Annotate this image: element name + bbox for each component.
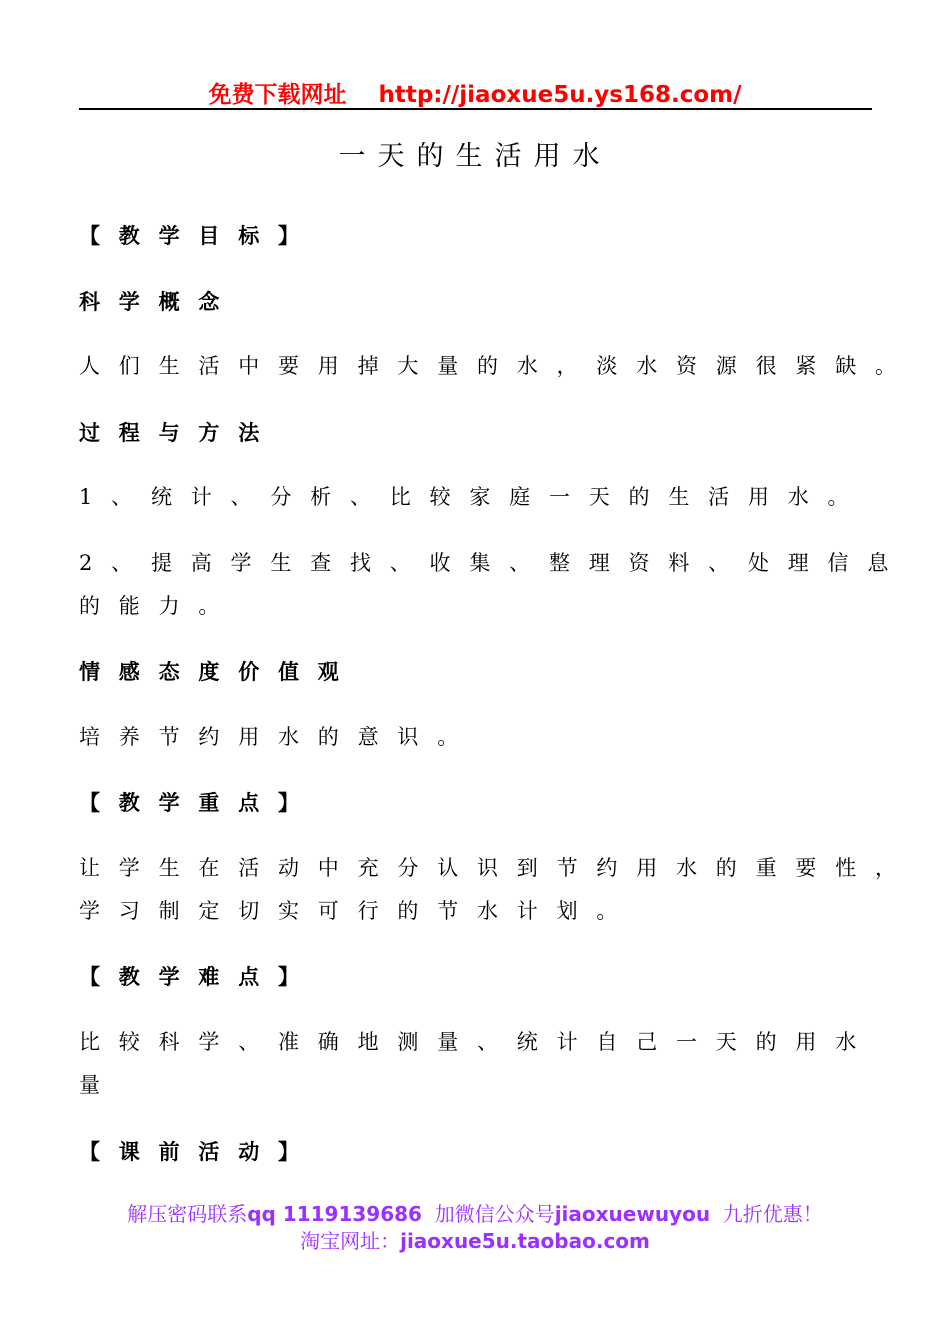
key-heading: 【教学重点】: [79, 790, 318, 815]
page-title: 一天的生活用水: [338, 141, 612, 172]
attitude-heading: 情感态度价值观: [79, 659, 358, 684]
download-label: 免费下载网址: [208, 82, 347, 108]
process-heading: 过程与方法: [79, 420, 278, 445]
preclass-heading: 【课前活动】: [79, 1139, 318, 1164]
key-line-1: 让学生在活动中充分认识到节约用水的重要性，: [79, 856, 915, 880]
taobao-prefix: 淘宝网址：: [300, 1229, 401, 1253]
header-banner: [0, 76, 950, 109]
attitude-text: 培养节约用水的意识。: [79, 725, 477, 749]
header-rule: [79, 108, 872, 110]
footer-taobao: [0, 1225, 950, 1254]
difficulty-heading: 【教学难点】: [79, 964, 318, 989]
objectives-heading: 【教学目标】: [79, 223, 318, 248]
process-item-2-line-1: 2、提高学生查找、收集、整理资料、处理信息: [79, 551, 908, 575]
download-link[interactable]: http://jiaoxue5u.ys168.com/: [378, 82, 742, 108]
science-concept-text: 人们生活中要用掉大量的水，淡水资源很紧缺。: [79, 354, 915, 378]
wechat-id: jiaoxuewuyou: [554, 1202, 711, 1226]
taobao-link[interactable]: jiaoxue5u.taobao.com: [400, 1229, 650, 1253]
science-concept-heading: 科学概念: [79, 289, 239, 314]
qq-number: qq 1119139686: [247, 1202, 422, 1226]
difficulty-line-1: 比较科学、准确地测量、统计自己一天的用水: [79, 1030, 875, 1054]
key-line-2: 学习制定切实可行的节水计划。: [79, 899, 637, 923]
discount-text: 九折优惠！: [722, 1202, 823, 1226]
process-item-2-line-2: 的能力。: [79, 594, 239, 618]
process-item-1: 1、统计、分析、比较家庭一天的生活用水。: [79, 485, 868, 509]
wechat-prefix: 加微信公众号: [434, 1202, 555, 1226]
footer-contact: [0, 1198, 950, 1227]
contact-prefix: 解压密码联系: [127, 1202, 248, 1226]
difficulty-line-2: 量: [79, 1073, 119, 1097]
